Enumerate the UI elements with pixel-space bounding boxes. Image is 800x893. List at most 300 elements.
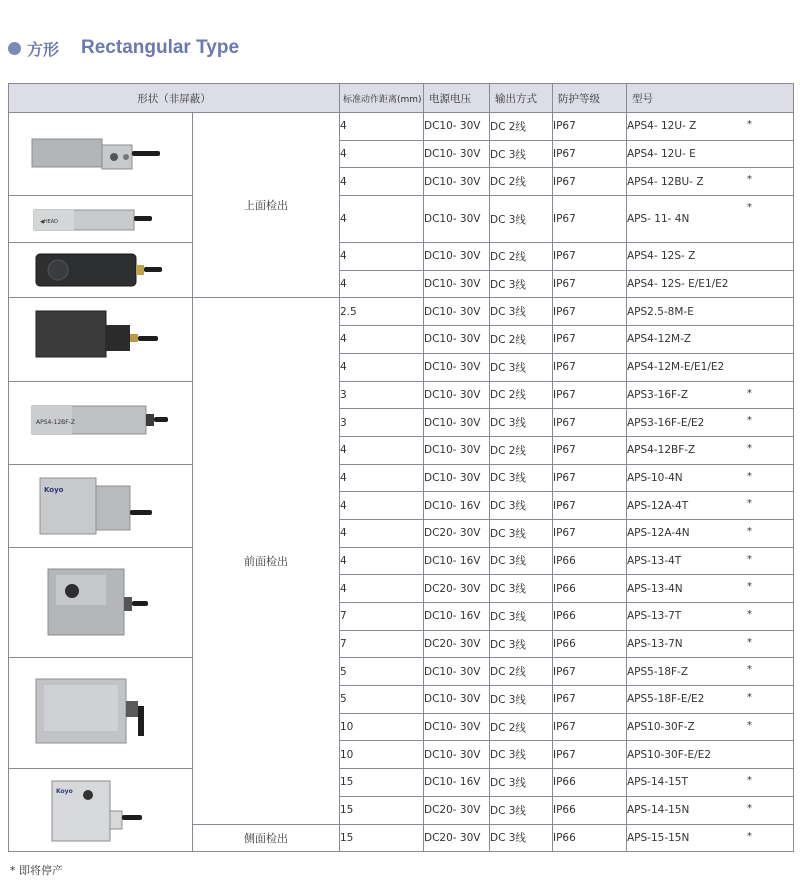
- voltage-cell: [424, 326, 490, 354]
- section-title: [8, 36, 239, 60]
- output-cell: [490, 113, 553, 141]
- voltage-cell-text: DC20- 30V: [424, 582, 481, 595]
- voltage-cell-text: DC10- 30V: [424, 665, 481, 678]
- distance-cell-text: 4: [340, 527, 347, 540]
- output-cell-text: DC 3线: [490, 776, 526, 789]
- shape-image-cell: [9, 658, 193, 769]
- output-cell-text: DC 3线: [490, 832, 526, 845]
- model-cell-text: APS-13-4N: [627, 582, 683, 595]
- model-cell: [627, 243, 794, 271]
- output-cell: [490, 547, 553, 575]
- shape-image-cell: [9, 196, 193, 243]
- protection-cell: [553, 168, 627, 196]
- protection-cell: [553, 741, 627, 769]
- distance-cell: [340, 353, 424, 381]
- voltage-cell-text: DC10- 30V: [424, 305, 481, 318]
- distance-cell-text: 10: [340, 748, 354, 761]
- model-cell-text: APS5-18F-Z: [627, 665, 689, 678]
- protection-cell: [553, 140, 627, 168]
- voltage-cell-text: DC10- 30V: [424, 175, 481, 188]
- shape-image-cell: [9, 298, 193, 381]
- distance-cell-text: 4: [340, 250, 347, 263]
- shape-image-cell: [9, 381, 193, 464]
- voltage-cell: [424, 196, 490, 243]
- voltage-cell: [424, 381, 490, 409]
- voltage-cell-text: DC20- 30V: [424, 527, 481, 540]
- model-cell: [627, 381, 794, 409]
- protection-cell: [553, 298, 627, 326]
- model-cell: [627, 168, 794, 196]
- protection-cell: [553, 113, 627, 141]
- protection-cell-text: IP67: [553, 305, 576, 318]
- output-cell-text: DC 3线: [490, 417, 526, 430]
- model-cell-text: APS5-18F-E/E2: [627, 693, 705, 706]
- voltage-cell: [424, 464, 490, 492]
- output-cell: [490, 686, 553, 714]
- voltage-cell: [424, 168, 490, 196]
- table-row: [9, 464, 794, 492]
- voltage-cell: [424, 409, 490, 437]
- voltage-cell: [424, 113, 490, 141]
- voltage-cell-text: DC10- 30V: [424, 748, 481, 761]
- distance-cell-text: 3: [340, 388, 347, 401]
- model-cell: [627, 464, 794, 492]
- table-row: [9, 243, 794, 271]
- title-chinese: 方形: [27, 39, 60, 59]
- protection-cell: [553, 630, 627, 658]
- output-cell-text: DC 3线: [490, 638, 526, 651]
- col-header-voltage: 电源电压: [424, 84, 490, 113]
- model-cell: [627, 298, 794, 326]
- protection-cell-text: IP67: [553, 471, 576, 484]
- protection-cell: [553, 575, 627, 603]
- output-cell-text: DC 3线: [490, 213, 526, 226]
- distance-cell-text: 4: [340, 361, 347, 374]
- distance-cell: [340, 713, 424, 741]
- title-english: Rectangular Type: [81, 37, 240, 58]
- output-cell-text: DC 2线: [490, 176, 526, 189]
- voltage-cell: [424, 769, 490, 797]
- protection-cell: [553, 381, 627, 409]
- distance-cell: [340, 168, 424, 196]
- protection-cell-text: IP66: [553, 610, 576, 623]
- voltage-cell-text: DC10- 30V: [424, 693, 481, 706]
- voltage-cell-text: DC10- 16V: [424, 499, 481, 512]
- distance-cell-text: 7: [340, 638, 347, 651]
- protection-cell: [553, 519, 627, 547]
- distance-cell-text: 5: [340, 693, 347, 706]
- discontinued-star: *: [747, 498, 752, 510]
- protection-cell-text: IP67: [553, 148, 576, 161]
- output-cell-text: DC 3线: [490, 500, 526, 513]
- output-cell: [490, 353, 553, 381]
- distance-cell: [340, 464, 424, 492]
- distance-cell: [340, 140, 424, 168]
- output-cell: [490, 436, 553, 464]
- distance-cell-text: 4: [340, 444, 347, 457]
- model-cell: [627, 575, 794, 603]
- voltage-cell-text: DC10- 30V: [424, 721, 481, 734]
- distance-cell-text: 4: [340, 148, 347, 161]
- col-header-protection: 防护等级: [553, 84, 627, 113]
- discontinued-star: *: [747, 525, 752, 537]
- discontinued-star: *: [747, 442, 752, 454]
- model-cell: [627, 603, 794, 631]
- protection-cell: [553, 464, 627, 492]
- voltage-cell-text: DC20- 30V: [424, 638, 481, 651]
- shape-image-cell: [9, 547, 193, 658]
- distance-cell-text: 4: [340, 471, 347, 484]
- protection-cell-text: IP66: [553, 831, 576, 844]
- output-cell-text: DC 2线: [490, 389, 526, 402]
- detection-face-cell: 上面检出: [193, 113, 340, 298]
- model-cell: [627, 353, 794, 381]
- distance-cell-text: 4: [340, 333, 347, 346]
- output-cell: [490, 140, 553, 168]
- model-cell-text: APS-13-7T: [627, 610, 682, 623]
- discontinued-star: *: [747, 415, 752, 427]
- output-cell: [490, 796, 553, 824]
- output-cell: [490, 741, 553, 769]
- model-cell-text: APS4- 12S- E/E1/E2: [627, 278, 729, 291]
- model-cell: [627, 113, 794, 141]
- protection-cell-text: IP67: [553, 693, 576, 706]
- model-cell: [627, 769, 794, 797]
- model-cell: [627, 436, 794, 464]
- protection-cell: [553, 686, 627, 714]
- output-cell-text: DC 2线: [490, 444, 526, 457]
- voltage-cell: [424, 575, 490, 603]
- voltage-cell: [424, 796, 490, 824]
- distance-cell: [340, 519, 424, 547]
- distance-cell: [340, 686, 424, 714]
- distance-cell: [340, 658, 424, 686]
- output-cell: [490, 658, 553, 686]
- bullet-icon: [8, 42, 21, 55]
- sensor-photo: [26, 388, 176, 458]
- output-cell-text: DC 2线: [490, 333, 526, 346]
- distance-cell-text: 5: [340, 665, 347, 678]
- voltage-cell: [424, 243, 490, 271]
- voltage-cell-text: DC10- 16V: [424, 776, 481, 789]
- voltage-cell-text: DC10- 30V: [424, 213, 481, 226]
- protection-cell-text: IP67: [553, 250, 576, 263]
- model-cell: [627, 686, 794, 714]
- distance-cell: [340, 741, 424, 769]
- distance-cell: [340, 547, 424, 575]
- voltage-cell-text: DC20- 30V: [424, 804, 481, 817]
- distance-cell-text: 2.5: [340, 305, 357, 318]
- distance-cell: [340, 436, 424, 464]
- distance-cell: [340, 298, 424, 326]
- sensor-photo: [26, 196, 176, 242]
- model-cell: [627, 270, 794, 298]
- distance-cell: [340, 630, 424, 658]
- protection-cell: [553, 196, 627, 243]
- output-cell: [490, 575, 553, 603]
- discontinued-star: *: [747, 119, 752, 130]
- discontinued-star: *: [747, 692, 752, 704]
- detection-face-cell: 侧面检出: [193, 824, 340, 852]
- distance-cell-text: 15: [340, 776, 354, 789]
- sensor-photo: [26, 661, 176, 765]
- shape-image-cell: [9, 113, 193, 196]
- voltage-cell: [424, 436, 490, 464]
- voltage-cell-text: DC10- 16V: [424, 554, 481, 567]
- voltage-cell: [424, 658, 490, 686]
- model-cell: [627, 140, 794, 168]
- protection-cell-text: IP66: [553, 804, 576, 817]
- protection-cell: [553, 492, 627, 520]
- spec-table: [8, 83, 794, 852]
- discontinued-star: *: [747, 719, 752, 731]
- output-cell-text: DC 3线: [490, 749, 526, 762]
- distance-cell-text: 15: [340, 831, 354, 844]
- voltage-cell: [424, 741, 490, 769]
- discontinued-star: *: [747, 775, 752, 787]
- shape-image-cell: [9, 769, 193, 852]
- model-cell-text: APS-14-15T: [627, 776, 688, 789]
- output-cell: [490, 270, 553, 298]
- voltage-cell-text: DC10- 16V: [424, 610, 481, 623]
- protection-cell: [553, 409, 627, 437]
- col-header-output: 输出方式: [490, 84, 553, 113]
- protection-cell-text: IP67: [553, 499, 576, 512]
- output-cell: [490, 243, 553, 271]
- protection-cell: [553, 270, 627, 298]
- model-cell: [627, 796, 794, 824]
- voltage-cell: [424, 353, 490, 381]
- table-row: [9, 658, 794, 686]
- protection-cell-text: IP67: [553, 748, 576, 761]
- model-cell: [627, 196, 794, 243]
- model-cell-text: APS-12A-4N: [627, 527, 690, 540]
- model-cell-text: APS-15-15N: [627, 831, 690, 844]
- sensor-photo: [26, 775, 176, 845]
- model-cell: [627, 824, 794, 852]
- output-cell-text: DC 3线: [490, 583, 526, 596]
- distance-cell: [340, 243, 424, 271]
- model-cell-text: APS4- 12BU- Z: [627, 175, 704, 188]
- protection-cell-text: IP66: [553, 582, 576, 595]
- voltage-cell: [424, 824, 490, 852]
- protection-cell-text: IP67: [553, 175, 576, 188]
- model-cell: [627, 741, 794, 769]
- voltage-cell-text: DC10- 30V: [424, 416, 481, 429]
- distance-cell: [340, 575, 424, 603]
- protection-cell: [553, 658, 627, 686]
- output-cell: [490, 713, 553, 741]
- table-row: [9, 113, 794, 141]
- protection-cell-text: IP67: [553, 721, 576, 734]
- protection-cell-text: IP67: [553, 527, 576, 540]
- svg-text:Koyo: Koyo: [43, 485, 63, 494]
- discontinued-star: *: [747, 802, 752, 814]
- protection-cell-text: IP67: [553, 416, 576, 429]
- output-cell-text: DC 3线: [490, 472, 526, 485]
- discontinued-star: *: [747, 202, 752, 214]
- output-cell: [490, 464, 553, 492]
- model-cell: [627, 547, 794, 575]
- model-cell-text: APS-13-4T: [627, 554, 682, 567]
- voltage-cell: [424, 298, 490, 326]
- model-cell-text: APS4- 12S- Z: [627, 250, 696, 263]
- output-cell-text: DC 2线: [490, 120, 526, 133]
- shape-image-cell: [9, 243, 193, 298]
- output-cell: [490, 769, 553, 797]
- model-cell-text: APS3-16F-E/E2: [627, 416, 705, 429]
- output-cell-text: DC 3线: [490, 306, 526, 319]
- discontinued-star: *: [747, 581, 752, 593]
- model-cell-text: APS10-30F-E/E2: [627, 748, 712, 761]
- output-cell: [490, 298, 553, 326]
- output-cell: [490, 603, 553, 631]
- discontinued-star: *: [747, 636, 752, 648]
- discontinued-star: *: [747, 553, 752, 565]
- model-cell: [627, 519, 794, 547]
- output-cell-text: DC 3线: [490, 361, 526, 374]
- table-row: [9, 196, 794, 243]
- protection-cell: [553, 824, 627, 852]
- voltage-cell-text: DC20- 30V: [424, 831, 481, 844]
- distance-cell: [340, 326, 424, 354]
- protection-cell-text: IP67: [553, 333, 576, 346]
- svg-text:APS4-12BF-Z: APS4-12BF-Z: [35, 418, 75, 426]
- voltage-cell-text: DC10- 30V: [424, 361, 481, 374]
- distance-cell: [340, 492, 424, 520]
- distance-cell: [340, 270, 424, 298]
- shape-image-cell: [9, 464, 193, 547]
- protection-cell: [553, 243, 627, 271]
- protection-cell-text: IP67: [553, 444, 576, 457]
- distance-cell: [340, 196, 424, 243]
- distance-cell-text: 4: [340, 175, 347, 188]
- model-cell-text: APS3-16F-Z: [627, 388, 689, 401]
- output-cell-text: DC 3线: [490, 527, 526, 540]
- sensor-photo: [26, 301, 176, 377]
- distance-cell: [340, 796, 424, 824]
- distance-cell: [340, 113, 424, 141]
- table-row: [9, 381, 794, 409]
- distance-cell-text: 4: [340, 120, 347, 133]
- protection-cell-text: IP67: [553, 388, 576, 401]
- output-cell-text: DC 3线: [490, 804, 526, 817]
- protection-cell-text: IP67: [553, 213, 576, 226]
- protection-cell: [553, 353, 627, 381]
- distance-cell-text: 4: [340, 582, 347, 595]
- protection-cell: [553, 547, 627, 575]
- distance-cell-text: 4: [340, 278, 347, 291]
- voltage-cell-text: DC10- 30V: [424, 148, 481, 161]
- model-cell: [627, 409, 794, 437]
- model-cell-text: APS2.5-8M-E: [627, 305, 694, 318]
- voltage-cell: [424, 519, 490, 547]
- voltage-cell: [424, 603, 490, 631]
- model-cell-text: APS-12A-4T: [627, 499, 689, 512]
- sensor-photo: [26, 551, 176, 655]
- voltage-cell-text: DC10- 30V: [424, 333, 481, 346]
- model-cell-text: APS4-12M-Z: [627, 333, 692, 346]
- model-cell-text: APS-13-7N: [627, 638, 683, 651]
- protection-cell-text: IP67: [553, 120, 576, 133]
- detection-face-cell: 前面检出: [193, 298, 340, 824]
- voltage-cell-text: DC10- 30V: [424, 278, 481, 291]
- model-cell: [627, 630, 794, 658]
- distance-cell-text: 4: [340, 554, 347, 567]
- output-cell: [490, 409, 553, 437]
- distance-cell: [340, 381, 424, 409]
- voltage-cell: [424, 492, 490, 520]
- table-header-row: [9, 84, 794, 113]
- discontinued-star: *: [747, 830, 752, 842]
- distance-cell: [340, 824, 424, 852]
- protection-cell: [553, 603, 627, 631]
- output-cell: [490, 326, 553, 354]
- discontinued-star: *: [747, 174, 752, 186]
- voltage-cell: [424, 686, 490, 714]
- output-cell: [490, 630, 553, 658]
- protection-cell: [553, 436, 627, 464]
- protection-cell-text: IP66: [553, 554, 576, 567]
- output-cell: [490, 381, 553, 409]
- voltage-cell-text: DC10- 30V: [424, 444, 481, 457]
- svg-text:Koyo: Koyo: [55, 788, 73, 796]
- protection-cell-text: IP67: [553, 665, 576, 678]
- distance-cell-text: 7: [340, 610, 347, 623]
- discontinued-star: *: [747, 609, 752, 620]
- output-cell-text: DC 2线: [490, 666, 526, 679]
- output-cell: [490, 196, 553, 243]
- discontinued-star: *: [747, 664, 752, 676]
- voltage-cell-text: DC10- 30V: [424, 388, 481, 401]
- model-cell: [627, 326, 794, 354]
- voltage-cell: [424, 547, 490, 575]
- model-cell-text: APS-10-4N: [627, 471, 683, 484]
- protection-cell: [553, 796, 627, 824]
- model-cell-text: APS-14-15N: [627, 804, 690, 817]
- protection-cell-text: IP66: [553, 638, 576, 651]
- output-cell: [490, 824, 553, 852]
- model-cell-text: APS4- 12U- E: [627, 148, 696, 161]
- output-cell: [490, 519, 553, 547]
- voltage-cell: [424, 713, 490, 741]
- protection-cell-text: IP66: [553, 776, 576, 789]
- model-cell: [627, 658, 794, 686]
- discontinued-star: *: [747, 470, 752, 482]
- model-cell-text: APS10-30F-Z: [627, 721, 695, 734]
- output-cell-text: DC 3线: [490, 610, 526, 623]
- discontinued-star: *: [747, 387, 752, 399]
- sensor-photo: [26, 119, 176, 189]
- distance-cell: [340, 769, 424, 797]
- distance-cell-text: 4: [340, 213, 347, 226]
- output-cell-text: DC 3线: [490, 555, 526, 568]
- table-row: [9, 547, 794, 575]
- voltage-cell: [424, 140, 490, 168]
- output-cell-text: DC 3线: [490, 278, 526, 291]
- distance-cell: [340, 409, 424, 437]
- output-cell-text: DC 2线: [490, 721, 526, 734]
- voltage-cell: [424, 630, 490, 658]
- distance-cell: [340, 603, 424, 631]
- model-cell-text: APS4-12M-E/E1/E2: [627, 361, 725, 374]
- model-cell-text: APS4-12BF-Z: [627, 444, 696, 457]
- col-header-model: 型号: [627, 84, 794, 113]
- col-header-distance: 标准动作距离(mm): [340, 84, 424, 113]
- distance-cell-text: 10: [340, 721, 354, 734]
- output-cell-text: DC 2线: [490, 250, 526, 263]
- distance-cell-text: 3: [340, 416, 347, 429]
